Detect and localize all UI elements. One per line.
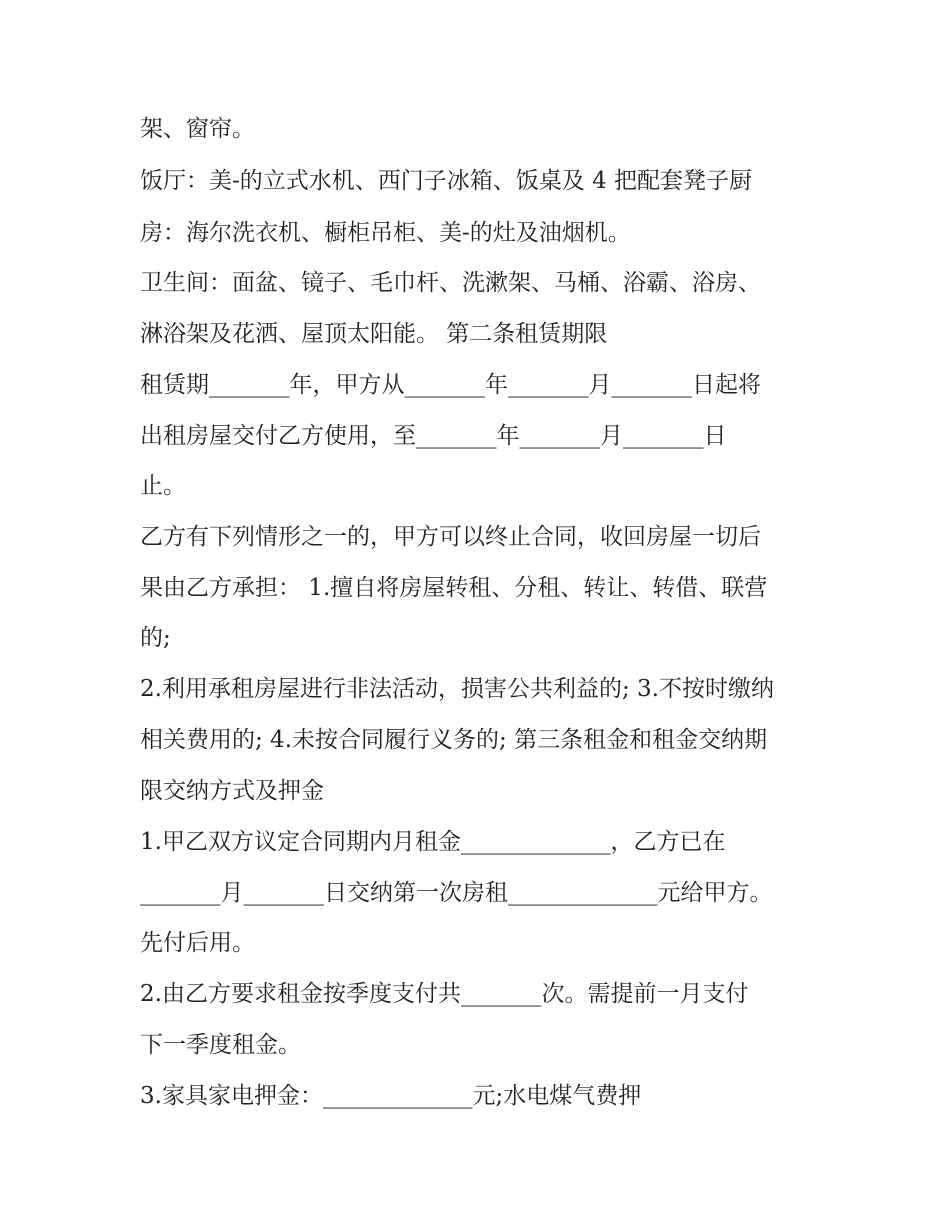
text-line: 果由乙方承担： 1.擅自将房屋转租、分租、转让、转借、联营 [140, 575, 768, 601]
text-line: 先付后用。 [140, 930, 255, 956]
text-line: 3.家具家电押金：_____________元;水电煤气费押 [140, 1083, 642, 1109]
text-line: 乙方有下列情形之一的，甲方可以终止合同，收回房屋一切后 [140, 524, 761, 550]
text-line: 止。 [140, 473, 186, 499]
text-line: 卫生间：面盆、镜子、毛巾杆、洗漱架、马桶、浴霸、浴房、 [140, 270, 761, 296]
text-line: 架、窗帘。 [140, 116, 255, 142]
text-line: 1.甲乙双方议定合同期内月租金_____________，乙方已在 [140, 829, 726, 855]
text-line: 下一季度租金。 [140, 1032, 301, 1058]
text-line: 限交纳方式及押金 [140, 778, 324, 804]
text-line: 淋浴架及花洒、屋顶太阳能。 第二条租赁期限 [140, 321, 608, 347]
text-line: 相关费用的; 4.未按合同履行义务的; 第三条租金和租金交纳期 [140, 727, 768, 753]
text-line: 2.由乙方要求租金按季度支付共_______次。需提前一月支付 [140, 981, 749, 1007]
text-line: 的; [140, 625, 171, 651]
text-line: _______月_______日交纳第一次房租_____________元给甲方。 [140, 880, 773, 906]
text-line: 2.利用承租房屋进行非法活动，损害公共利益的; 3.不按时缴纳 [140, 676, 774, 702]
text-line: 出租房屋交付乙方使用，至_______年_______月_______日 [140, 423, 727, 449]
text-line: 房：海尔洗衣机、橱柜吊柜、美-的灶及油烟机。 [140, 220, 631, 246]
text-line: 租赁期_______年，甲方从_______年_______月_______日起将 [140, 372, 761, 398]
text-line: 饭厅：美-的立式水机、西门子冰箱、饭桌及 4 把配套凳子厨 [140, 168, 753, 194]
